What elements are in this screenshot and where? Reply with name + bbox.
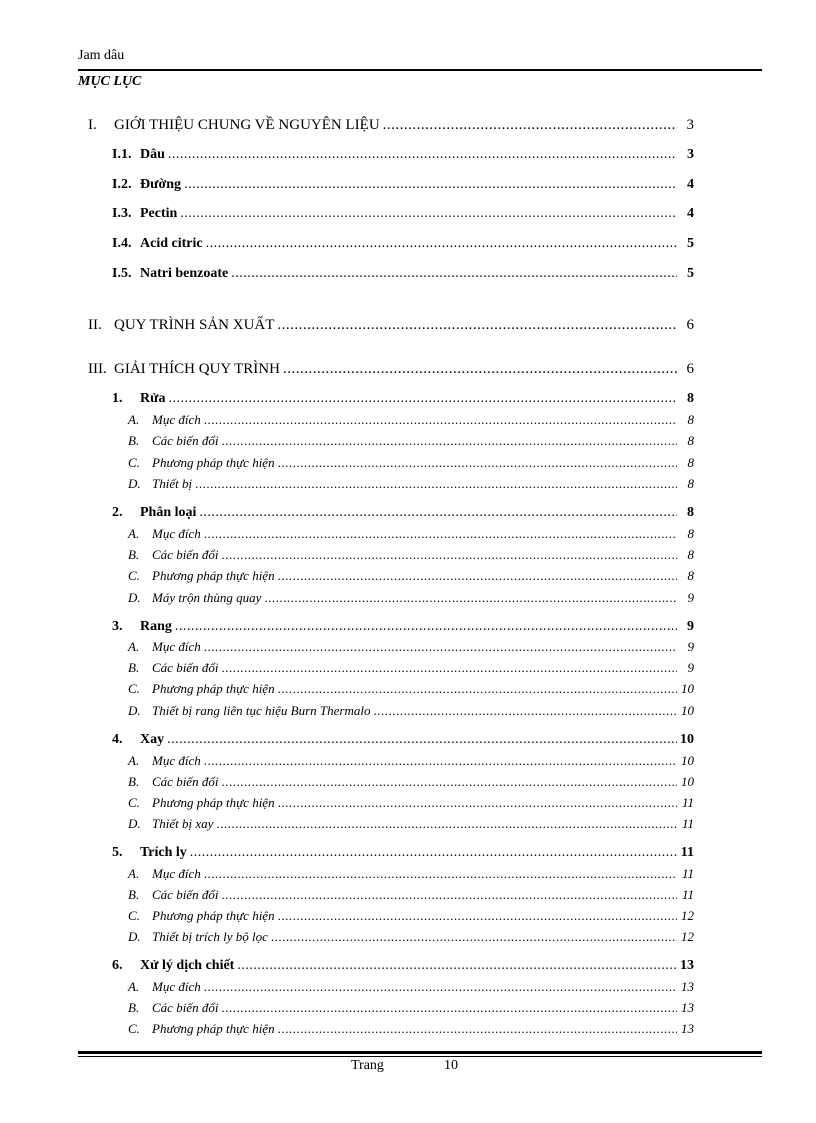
dot-leader — [278, 681, 677, 697]
toc-entry-page: 13 — [681, 1021, 694, 1036]
toc-entry[interactable] — [128, 1021, 694, 1037]
toc-heading: MỤC LỤC — [78, 74, 142, 89]
toc-entry-number: 6. — [112, 958, 123, 973]
toc-entry-page: 12 — [681, 929, 694, 944]
dot-leader — [221, 774, 677, 790]
toc-entry-title: Phương pháp thực hiện — [152, 455, 275, 470]
toc-entry-number: B. — [128, 1000, 140, 1015]
toc-entry-number: 4. — [112, 732, 123, 747]
toc-entry-number: C. — [128, 795, 140, 810]
toc-entry-section-2[interactable] — [88, 317, 694, 334]
toc-entry-number: C. — [128, 681, 140, 696]
dot-leader — [221, 547, 677, 563]
toc-entry-number: B. — [128, 774, 140, 789]
toc-entry-title: Các biến đổi — [152, 774, 219, 789]
toc-entry-page: 10 — [681, 681, 694, 696]
toc-entry-title: Các biến đổi — [152, 660, 219, 675]
toc-entry-number: B. — [128, 547, 140, 562]
dot-leader — [221, 1000, 677, 1016]
toc-entry-page: 9 — [687, 639, 694, 654]
dot-leader — [221, 887, 677, 903]
toc-entry-page: 8 — [687, 476, 694, 491]
toc-entry[interactable] — [128, 547, 694, 563]
toc-entry-title: Mục đích — [152, 753, 201, 768]
toc-entry-title: GIỚI THIỆU CHUNG VỀ NGUYÊN LIỆU — [114, 117, 380, 133]
toc-entry-number: B. — [128, 887, 140, 902]
toc-entry-page: 11 — [681, 795, 694, 810]
toc-entry[interactable] — [128, 979, 694, 995]
toc-entry-page: 8 — [687, 526, 694, 541]
dot-leader — [204, 639, 677, 655]
toc-entry-number: C. — [128, 908, 140, 923]
toc-entry[interactable] — [128, 703, 694, 719]
footer-divider-thick — [78, 1051, 762, 1054]
toc-entry-number: D. — [128, 703, 141, 718]
toc-entry-title: Phương pháp thực hiện — [152, 681, 275, 696]
toc-entry[interactable] — [112, 206, 694, 222]
toc-entry-title: Natri benzoate — [140, 266, 229, 281]
dot-leader — [184, 177, 677, 193]
dot-leader — [204, 979, 677, 995]
dot-leader — [221, 660, 677, 676]
toc-entry-title: QUY TRÌNH SẢN XUẤT — [114, 317, 275, 333]
dot-leader — [168, 147, 677, 163]
toc-entry-number: B. — [128, 433, 140, 448]
dot-leader — [221, 433, 677, 449]
dot-leader — [264, 590, 677, 606]
toc-entry-page: 3 — [687, 147, 694, 162]
toc-entry-title: Phương pháp thực hiện — [152, 568, 275, 583]
toc-entry-number: 1. — [112, 391, 123, 406]
toc-entry-number: A. — [128, 412, 140, 427]
toc-entry[interactable] — [128, 590, 694, 606]
toc-entry[interactable] — [128, 816, 694, 832]
toc-entry-page: 5 — [687, 266, 694, 281]
toc-entry-page: 6 — [686, 317, 694, 333]
toc-entry-page: 3 — [686, 117, 694, 133]
toc-entry-title: Mục đích — [152, 639, 201, 654]
toc-entry-title: Xử lý dịch chiết — [140, 958, 235, 973]
toc-entry-title: Pectin — [140, 206, 178, 221]
toc-entry-page: 4 — [687, 206, 694, 221]
toc-entry[interactable] — [128, 753, 694, 769]
toc-entry[interactable] — [128, 1000, 694, 1016]
toc-entry-number: D. — [128, 590, 141, 605]
dot-leader — [278, 455, 677, 471]
toc-entry-section-1[interactable] — [88, 117, 694, 134]
toc-entry-title: Dâu — [140, 147, 165, 162]
toc-entry[interactable] — [112, 236, 694, 252]
toc-entry-page: 13 — [681, 1000, 694, 1015]
toc-entry[interactable] — [128, 774, 694, 790]
toc-entry-title: Thiết bị — [152, 476, 193, 491]
toc-entry-page: 9 — [687, 660, 694, 675]
toc-entry[interactable] — [128, 412, 694, 428]
toc-entry-page: 9 — [687, 619, 694, 634]
footer-page-label: Trang — [351, 1058, 384, 1073]
dot-leader — [271, 929, 677, 945]
dot-leader — [278, 568, 677, 584]
toc-entry-page: 8 — [687, 412, 694, 427]
toc-entry-page: 10 — [681, 774, 694, 789]
dot-leader — [175, 619, 677, 635]
toc-entry-number: C. — [128, 1021, 140, 1036]
toc-entry-number: I.1. — [112, 147, 132, 162]
dot-leader — [204, 866, 677, 882]
toc-entry-title: Mục đích — [152, 979, 201, 994]
toc-entry-title: Máy trộn thùng quay — [152, 590, 262, 605]
dot-leader — [167, 732, 677, 748]
toc-entry-number: B. — [128, 660, 140, 675]
toc-entry[interactable] — [128, 866, 694, 882]
toc-entry-number: 3. — [112, 619, 123, 634]
toc-entry-title: Mục đích — [152, 412, 201, 427]
toc-entry-title: Acid citric — [140, 236, 203, 251]
toc-entry-number: 5. — [112, 845, 123, 860]
toc-entry-number: A. — [128, 526, 140, 541]
toc-entry-number: A. — [128, 639, 140, 654]
dot-leader — [180, 206, 677, 222]
toc-entry[interactable] — [112, 732, 694, 748]
toc-entry-page: 10 — [681, 703, 694, 718]
toc-entry-title: Các biến đổi — [152, 547, 219, 562]
dot-leader — [216, 816, 677, 832]
toc-entry[interactable] — [128, 568, 694, 584]
toc-entry-number: II. — [88, 317, 102, 333]
toc-entry-page: 8 — [687, 568, 694, 583]
toc-entry-title: Các biến đổi — [152, 1000, 219, 1015]
toc-entry-title: Phương pháp thực hiện — [152, 795, 275, 810]
toc-entry[interactable] — [112, 845, 694, 861]
dot-leader — [237, 958, 677, 974]
footer-page-number: 10 — [444, 1058, 458, 1073]
toc-entry-title: Các biến đổi — [152, 887, 219, 902]
toc-entry-page: 11 — [681, 866, 694, 881]
toc-entry[interactable] — [112, 505, 694, 521]
toc-entry[interactable] — [128, 795, 694, 811]
toc-entry-page: 8 — [687, 391, 694, 406]
toc-entry-number: D. — [128, 929, 141, 944]
toc-entry[interactable] — [128, 660, 694, 676]
toc-entry-title: Rang — [140, 619, 172, 634]
dot-leader — [190, 845, 677, 861]
dot-leader — [206, 236, 677, 252]
toc-entry-title: GIẢI THÍCH QUY TRÌNH — [114, 361, 280, 377]
toc-entry-page: 11 — [681, 887, 694, 902]
toc-entry-title: Các biến đổi — [152, 433, 219, 448]
toc-entry-title: Trích ly — [140, 845, 187, 860]
toc-entry-page: 12 — [681, 908, 694, 923]
toc-entry-title: Mục đích — [152, 526, 201, 541]
toc-entry-title: Đường — [140, 177, 182, 192]
toc-entry[interactable] — [128, 929, 694, 945]
dot-leader — [278, 1021, 677, 1037]
toc-entry-section-3[interactable] — [88, 361, 694, 378]
toc-entry[interactable] — [112, 147, 694, 163]
toc-entry-page: 11 — [681, 816, 694, 831]
dot-leader — [278, 795, 677, 811]
toc-entry-number: I.3. — [112, 206, 132, 221]
dot-leader — [373, 703, 677, 719]
toc-entry-page: 13 — [680, 958, 694, 973]
toc-entry[interactable] — [128, 908, 694, 924]
dot-leader — [204, 412, 677, 428]
toc-entry-title: Rửa — [140, 391, 166, 406]
toc-entry-page: 4 — [687, 177, 694, 192]
header-divider — [78, 69, 762, 71]
toc-entry-number: C. — [128, 455, 140, 470]
toc-entry-page: 6 — [686, 361, 694, 377]
dot-leader — [169, 391, 677, 407]
toc-entry[interactable] — [112, 958, 694, 974]
toc-entry-number: A. — [128, 866, 140, 881]
toc-entry-title: Thiết bị rang liên tục hiệu Burn Thermalo — [152, 703, 371, 718]
toc-entry[interactable] — [128, 455, 694, 471]
toc-entry-page: 13 — [681, 979, 694, 994]
document-header-title: Jam dâu — [78, 48, 125, 63]
toc-entry-number: C. — [128, 568, 140, 583]
dot-leader — [283, 361, 677, 378]
dot-leader — [195, 476, 677, 492]
toc-entry-number: I.5. — [112, 266, 132, 281]
dot-leader — [204, 753, 677, 769]
toc-entry-page: 8 — [687, 505, 694, 520]
toc-entry-title: Thiết bị trích ly bộ lọc — [152, 929, 268, 944]
toc-entry-title: Phương pháp thực hiện — [152, 908, 275, 923]
toc-entry-number: 2. — [112, 505, 123, 520]
toc-entry-title: Xay — [140, 732, 165, 747]
dot-leader — [383, 117, 677, 134]
toc-entry-page: 10 — [681, 753, 694, 768]
toc-entry-page: 10 — [680, 732, 694, 747]
footer-divider-thin — [78, 1056, 762, 1057]
toc-entry-title: Phân loại — [140, 505, 197, 520]
toc-entry[interactable] — [128, 887, 694, 903]
toc-entry-number: I. — [88, 117, 97, 133]
toc-entry[interactable] — [112, 619, 694, 635]
toc-entry[interactable] — [112, 177, 694, 193]
toc-entry-number: I.2. — [112, 177, 132, 192]
toc-entry-number: A. — [128, 979, 140, 994]
toc-entry[interactable] — [112, 391, 694, 407]
toc-entry-page: 8 — [687, 455, 694, 470]
toc-entry-page: 5 — [687, 236, 694, 251]
toc-entry[interactable] — [128, 433, 694, 449]
toc-entry-title: Phương pháp thực hiện — [152, 1021, 275, 1036]
toc-entry-title: Thiết bị xay — [152, 816, 214, 831]
toc-entry-number: D. — [128, 476, 141, 491]
toc-entry-page: 9 — [687, 590, 694, 605]
dot-leader — [199, 505, 677, 521]
toc-entry-number: III. — [88, 361, 107, 377]
toc-entry-number: A. — [128, 753, 140, 768]
toc-entry-page: 8 — [687, 547, 694, 562]
dot-leader — [277, 317, 677, 334]
dot-leader — [231, 266, 677, 282]
toc-entry-page: 11 — [680, 845, 694, 860]
toc-entry[interactable] — [128, 476, 694, 492]
toc-entry-page: 8 — [687, 433, 694, 448]
toc-entry-number: D. — [128, 816, 141, 831]
toc-entry-title: Mục đích — [152, 866, 201, 881]
toc-entry[interactable] — [128, 526, 694, 542]
toc-entry[interactable] — [128, 681, 694, 697]
toc-entry[interactable] — [112, 266, 694, 282]
toc-entry[interactable] — [128, 639, 694, 655]
toc-entry-number: I.4. — [112, 236, 132, 251]
dot-leader — [278, 908, 677, 924]
dot-leader — [204, 526, 677, 542]
